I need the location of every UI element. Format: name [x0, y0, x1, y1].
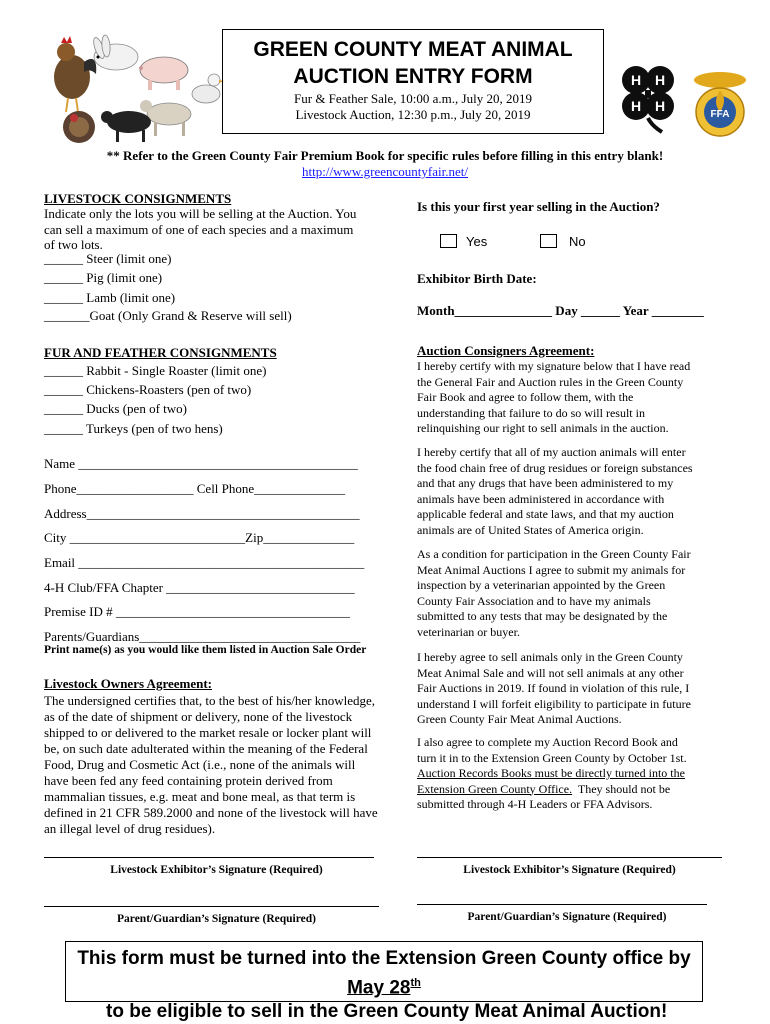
fur-feather-sale-time: Fur & Feather Sale, 10:00 a.m., July 20, 2019: [294, 91, 532, 106]
address-field[interactable]: Address__________________________________________: [44, 506, 360, 521]
exhibitor-signature-line-left[interactable]: [44, 857, 374, 858]
rabbit-icon: [91, 35, 138, 70]
email-field[interactable]: Email ____________________________________________: [44, 555, 365, 570]
deadline-date: May 28: [347, 977, 411, 999]
consigners-paragraph-1: I hereby certify with my signature below that I have read the General Fair and Auction rules in the Green County Fair Book and agree to follow them, with the understanding that failure to do so will result in relinquishing our right to sell animals in the auction.: [417, 359, 691, 435]
ffa-emblem-text: FFA: [710, 109, 730, 120]
consigners-paragraph-5: I also agree to complete my Auction Record Book and turn it in to the Extension Green County by October 1st. Auction Records Books must be directly turned into the Extension Green County Office. They should not be submitted through 4-H Leaders or FFA Advisors.: [417, 735, 687, 811]
four-h-leaf-letter: H: [630, 98, 642, 114]
turkeys-lot-line[interactable]: ______ Turkeys (pen of two hens): [44, 421, 223, 436]
exhibitor-signature-label-right: Livestock Exhibitor’s Signature (Required): [463, 864, 676, 876]
deadline-notice-box: [65, 941, 703, 1023]
city-zip-field[interactable]: City ___________________________Zip______________: [44, 530, 355, 545]
consigners-paragraph-4: I hereby agree to sell animals only in the Green County Meat Animal Sale and will not sell animals at any other Fair Auctions in 2019. If found in violation of this rule, I understand I will forfeit eligibility to participate in future Green County Fair Meat Animal Auctions.: [417, 650, 691, 726]
four-h-leaf-letter: H: [654, 72, 666, 88]
ffa-emblem-logo: [690, 70, 750, 142]
pig-icon: [139, 57, 188, 90]
consigners-paragraph-3: As a condition for participation in the Green County Fair Meat Animal Auctions I agree to submit my animals for inspection by a veterinarian appointed by the Green County Fair Association and to have my animals submitted to any tests that may be designated by the veterinarian or buyer.: [417, 547, 691, 639]
duck-icon: [192, 74, 224, 103]
four-h-leaf-letter: H: [654, 98, 666, 114]
exhibitor-signature-label-left: Livestock Exhibitor’s Signature (Required): [110, 864, 323, 876]
form-title-line1: GREEN COUNTY MEAT ANIMAL: [253, 38, 573, 61]
parent-signature-line-left[interactable]: [44, 906, 379, 907]
livestock-auction-time: Livestock Auction, 12:30 p.m., July 20, 2019: [295, 107, 531, 122]
first-year-question: Is this your first year selling in the Auction?: [417, 199, 660, 214]
premium-book-notice: ** Refer to the Green County Fair Premium Book for specific rules before filling in this entry blank!: [106, 148, 664, 163]
owners-agreement-heading: Livestock Owners Agreement:: [44, 676, 213, 691]
birth-date-fields[interactable]: Month_______________ Day ______ Year ________: [417, 303, 704, 318]
name-field[interactable]: Name ___________________________________________: [44, 456, 358, 471]
rabbit-lot-line[interactable]: ______ Rabbit - Single Roaster (limit one): [44, 363, 267, 378]
parents-guardians-field[interactable]: Parents/Guardians__________________________________: [44, 629, 361, 644]
owners-agreement-text: The undersigned certifies that, to the best of his/her knowledge, as of the date of shipment or delivery, none of the livestock shipped to or delivered to the market resale or locker plant will be, on such date adulterated within the meaning of the Federal Food, Drug and Cosmetic Act (i.e., none of the animals will have been fed any feed containing protein derived from mammalian tissues, e.g. meat and bone meal, as that term is defined in 21 CFR 589.2000 and none of the livestock will have an illegal level of drug residues).: [44, 693, 378, 836]
animal-collage-image: [44, 22, 224, 147]
fur-feather-heading: FUR AND FEATHER CONSIGNMENTS: [44, 345, 277, 360]
no-label: No: [569, 234, 586, 249]
four-h-clover-logo: [612, 62, 684, 134]
phone-field[interactable]: Phone__________________ Cell Phone______________: [44, 481, 346, 496]
no-checkbox[interactable]: [540, 234, 557, 248]
lamb-lot-line[interactable]: ______ Lamb (limit one): [44, 290, 176, 305]
consigners-paragraph-2: I hereby certify that all of my auction animals will enter the food chain free of drug residues or foreign substances and that any drugs that have been administered to my animals have been administered in accordance with applicable federal and state laws, and that my auction animals are of United States of America origin.: [417, 445, 693, 537]
livestock-consignments-heading: LIVESTOCK CONSIGNMENTS: [44, 191, 232, 206]
premise-id-field[interactable]: Premise ID # ____________________________________: [44, 604, 350, 619]
rooster-icon: [54, 36, 96, 112]
fair-website-link[interactable]: http://www.greencountyfair.net/: [302, 164, 468, 179]
deadline-date-suffix: th: [410, 977, 421, 989]
parent-signature-label-left: Parent/Guardian’s Signature (Required): [117, 913, 316, 925]
title-box: [222, 29, 604, 134]
exhibitor-signature-line-right[interactable]: [417, 857, 722, 858]
steer-lot-line[interactable]: ______ Steer (limit one): [44, 251, 172, 266]
parent-signature-line-right[interactable]: [417, 904, 707, 905]
turkey-icon: [63, 111, 95, 143]
four-h-leaf-letter: H: [630, 72, 642, 88]
chickens-lot-line[interactable]: ______ Chickens-Roasters (pen of two): [44, 382, 252, 397]
yes-checkbox[interactable]: [440, 234, 457, 248]
steer-icon: [101, 111, 151, 142]
consigners-agreement-heading: Auction Consigners Agreement:: [417, 343, 595, 358]
birth-date-label: Exhibitor Birth Date:: [417, 271, 537, 286]
form-title-line2: AUCTION ENTRY FORM: [293, 65, 533, 88]
yes-label: Yes: [466, 234, 488, 249]
print-names-note: Print name(s) as you would like them listed in Auction Sale Order: [44, 644, 367, 656]
ducks-lot-line[interactable]: ______ Ducks (pen of two): [44, 401, 187, 416]
deadline-notice-line1: This form must be turned into the Extension Green County office by: [77, 948, 691, 969]
deadline-notice-line2: May 28th to be eligible to sell in the Green County Meat Animal Auction!: [100, 977, 668, 1023]
club-chapter-field[interactable]: 4-H Club/FFA Chapter _____________________________: [44, 580, 355, 595]
goat-lot-line[interactable]: _______Goat (Only Grand & Reserve will sell): [44, 308, 292, 323]
parent-signature-label-right: Parent/Guardian’s Signature (Required): [467, 911, 667, 923]
livestock-instructions: Indicate only the lots you will be selling at the Auction. You can sell a maximum of one of each species and a maximum of two lots.: [44, 206, 357, 252]
pig-lot-line[interactable]: ______ Pig (limit one): [44, 270, 163, 285]
